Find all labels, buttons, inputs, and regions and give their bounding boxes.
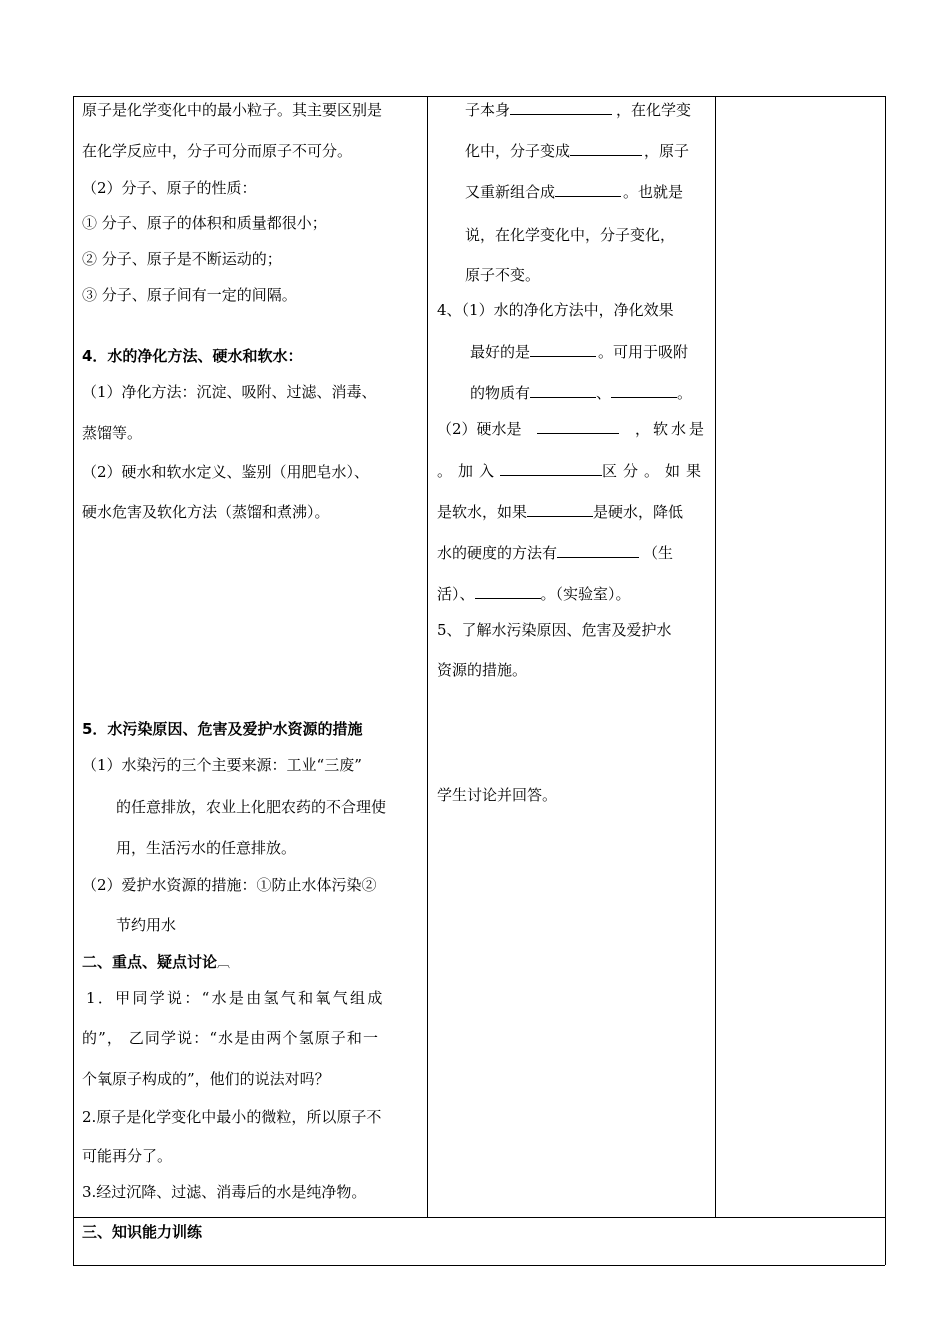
middle-line — [470, 383, 692, 403]
table-bottom-border — [73, 1265, 885, 1266]
middle-line: 原子不变。 — [465, 266, 541, 284]
middle-text: 水的硬度的方法有 — [437, 544, 558, 562]
middle-text: 最好的是 — [470, 343, 531, 361]
middle-text: 。（实验室）。 — [540, 585, 631, 603]
question-line: 3.经过沉降、过滤、消毒后的水是纯净物。 — [82, 1183, 367, 1201]
left-line: 在化学反应中，分子可分而原子不可分。 — [82, 142, 353, 160]
fill-blank — [527, 502, 593, 517]
middle-text: 的物质有 — [470, 384, 531, 402]
left-line: 原子是化学变化中的最小粒子。其主要区别是 — [82, 101, 383, 119]
question-line: 1．甲同学说：“水是由氢气和氧气组成 — [86, 989, 385, 1007]
fill-blank — [475, 584, 541, 599]
middle-text: 子本身 — [465, 101, 511, 119]
table-left-border — [73, 96, 74, 1265]
section-heading-3: 三、知识能力训练 — [82, 1223, 203, 1241]
middle-line — [437, 419, 707, 439]
left-line: （2）爱护水资源的措施：①防止水体污染② — [82, 876, 377, 894]
middle-line: 说，在化学变化中，分子变化， — [465, 226, 676, 244]
left-line: ② 分子、原子是不断运动的； — [82, 250, 282, 268]
middle-text: ，软水是 — [634, 420, 707, 438]
fill-blank — [530, 383, 596, 398]
left-line: ① 分子、原子的体积和质量都很小； — [82, 214, 327, 232]
table-right-border — [885, 96, 886, 1265]
middle-text: （生 — [643, 544, 674, 562]
middle-text: 。 — [677, 384, 693, 402]
fill-blank — [570, 141, 642, 156]
middle-line — [465, 100, 691, 120]
fill-blank — [611, 383, 677, 398]
left-line: （2）分子、原子的性质： — [82, 179, 257, 197]
middle-line — [437, 502, 683, 522]
section-heading-2 — [82, 952, 230, 974]
middle-text: 是硬水，降低 — [593, 503, 684, 521]
section-heading-5: 5．水污染原因、危害及爱护水资源的措施 — [82, 720, 363, 738]
left-line: 节约用水 — [116, 916, 177, 934]
left-line: （1）净化方法：沉淀、吸附、过滤、消毒、 — [82, 383, 377, 401]
fill-blank — [530, 342, 596, 357]
middle-text: 。可用于吸附 — [598, 343, 689, 361]
middle-line — [465, 141, 689, 161]
left-line: 用，生活污水的任意排放。 — [116, 839, 297, 857]
left-line: ③ 分子、原子间有一定的间隔。 — [82, 286, 297, 304]
left-line: （2）硬水和软水定义、鉴别（用肥皂水）、 — [82, 463, 370, 481]
table-top-border — [73, 96, 885, 97]
middle-line — [465, 182, 683, 202]
middle-line: 5、了解水污染原因、危害及爱护水 — [437, 621, 672, 639]
fill-blank — [510, 100, 612, 115]
left-line: （1）水染污的三个主要来源：工业“三废” — [82, 756, 362, 774]
middle-text: 化中，分子变成 — [465, 142, 571, 160]
middle-text: （2）硬水是 — [437, 420, 522, 438]
column-divider-2 — [715, 96, 716, 1217]
fill-blank — [555, 182, 621, 197]
heading-mark: ︹ — [217, 956, 231, 971]
left-line: 硬水危害及软化方法（蒸馏和煮沸）。 — [82, 503, 330, 521]
middle-line — [470, 342, 688, 362]
middle-text: 、 — [596, 384, 612, 402]
middle-text: 。也就是 — [623, 183, 684, 201]
middle-text: 活）、 — [437, 585, 475, 603]
left-line: 的任意排放，农业上化肥农药的不合理使 — [116, 798, 387, 816]
middle-line: 4、（1）水的净化方法中，净化效果 — [437, 301, 674, 319]
middle-line — [437, 461, 707, 481]
question-line: 的”， 乙同学说：“水是由两个氢原子和一 — [82, 1029, 380, 1047]
fill-blank — [500, 461, 602, 476]
question-line: 个氧原子构成的”，他们的说法对吗？ — [82, 1070, 330, 1088]
left-line: 蒸馏等。 — [82, 424, 143, 442]
table-row-divider — [73, 1217, 885, 1218]
fill-blank — [557, 543, 639, 558]
column-divider-1 — [427, 96, 428, 1217]
middle-text: ，原子 — [644, 142, 690, 160]
middle-text: 是软水，如果 — [437, 503, 528, 521]
middle-line: 学生讨论并回答。 — [437, 786, 558, 804]
middle-text: ，在化学变 — [616, 101, 692, 119]
middle-line — [437, 584, 631, 604]
middle-text: 区分。如果 — [601, 462, 707, 480]
question-line: 可能再分了。 — [82, 1147, 173, 1165]
middle-text: 。加入 — [437, 462, 501, 480]
section-heading-2-text: 二、重点、疑点讨论 — [82, 953, 218, 971]
middle-line — [437, 543, 673, 563]
fill-blank — [537, 419, 619, 434]
middle-text: 又重新组合成 — [465, 183, 556, 201]
middle-line: 资源的措施。 — [437, 661, 528, 679]
section-heading-4: 4．水的净化方法、硬水和软水： — [82, 347, 303, 365]
question-line: 2.原子是化学变化中最小的微粒，所以原子不 — [82, 1108, 382, 1126]
